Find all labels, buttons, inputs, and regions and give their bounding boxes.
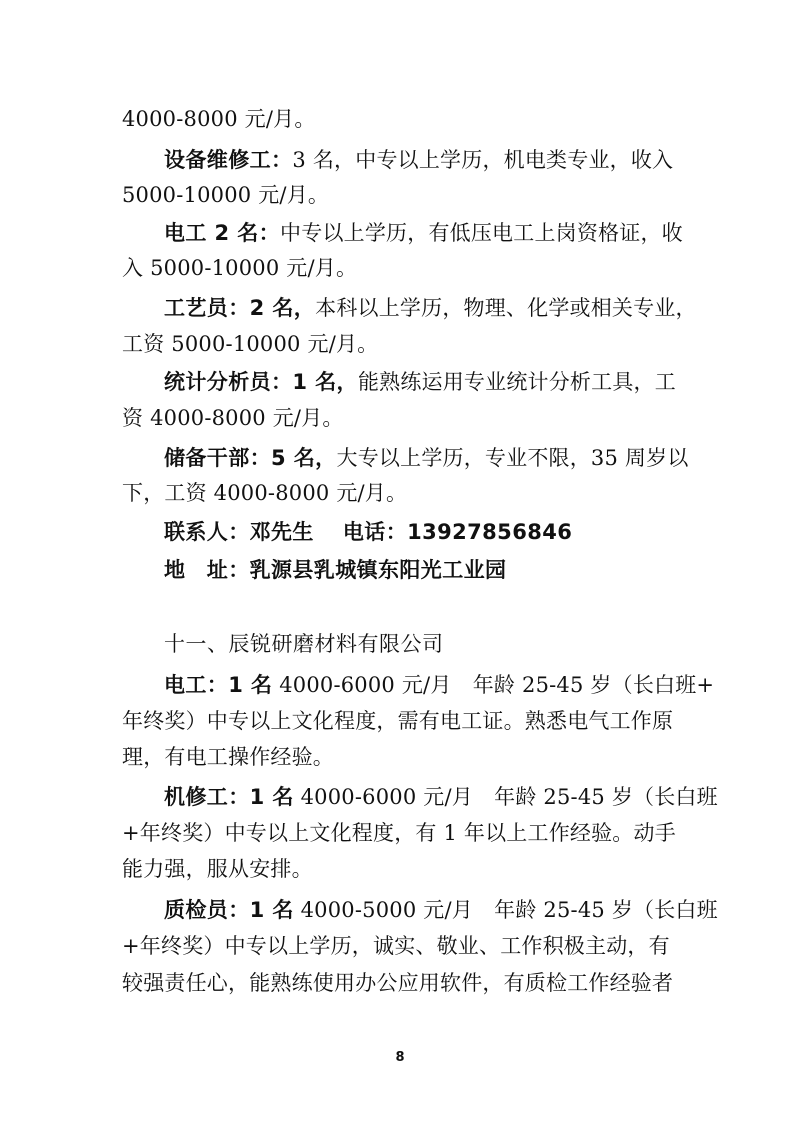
line-text: 4000-6000 元/月 年龄 25-45 岁（长白班	[293, 785, 718, 809]
line-text: 5000-10000 元/月。	[122, 183, 330, 207]
job-title: 电工 2 名：	[164, 221, 281, 245]
text-line	[122, 481, 682, 505]
text-line	[122, 857, 682, 881]
text-line	[164, 296, 697, 320]
text-line	[164, 898, 718, 922]
line-text: 工资 5000-10000 元/月。	[122, 332, 379, 356]
text-line	[122, 821, 682, 845]
line-text: 入 5000-10000 元/月。	[122, 256, 358, 280]
line-text: 能熟练运用专业统计分析工具，工	[357, 370, 676, 394]
line-text: 理，有电工操作经验。	[122, 745, 334, 769]
line-text: 资 4000-8000 元/月。	[122, 406, 344, 430]
page-number: 8	[395, 1050, 405, 1065]
text-line	[164, 673, 715, 697]
job-title: 质检员：1 名	[164, 898, 294, 922]
text-line	[122, 406, 682, 430]
line-text: 年终奖）中专以上文化程度，需有电工证。熟悉电气工作原	[122, 709, 674, 733]
text-line	[164, 148, 682, 172]
line-text: 4000-8000 元/月。	[122, 107, 316, 131]
text-line	[122, 709, 682, 733]
line-text: 能力强，服从安排。	[122, 857, 313, 881]
job-title: 统计分析员：1 名，	[164, 370, 358, 394]
line-text: 较强责任心，能熟练使用办公应用软件，有质检工作经验者	[122, 971, 674, 995]
text-line	[164, 221, 682, 245]
text-line	[164, 785, 718, 809]
line-text: 3 名，中专以上学历，机电类专业，收入	[292, 148, 674, 172]
text-line	[122, 971, 682, 995]
section-heading	[164, 632, 682, 656]
text-line	[122, 934, 682, 958]
text-line	[164, 446, 689, 470]
line-text: 本科以上学历，物理、化学或相关专业，	[315, 296, 697, 320]
contact-info: 联系人：邓先生 电话：13927856846	[164, 520, 573, 544]
job-title: 工艺员：2 名，	[164, 296, 316, 320]
line-text: 中专以上学历，有低压电工上岗资格证，收	[280, 221, 683, 245]
line-text: +年终奖）中专以上文化程度，有 1 年以上工作经验。动手	[122, 821, 676, 845]
job-title: 储备干部：5 名，	[164, 446, 337, 470]
text-line	[122, 256, 682, 280]
address-line	[164, 558, 682, 582]
line-text: 下，工资 4000-8000 元/月。	[122, 481, 408, 505]
line-text: 4000-5000 元/月 年龄 25-45 岁（长白班	[293, 898, 718, 922]
line-text: 大专以上学历，专业不限，35 周岁以	[336, 446, 689, 470]
line-text: 4000-6000 元/月 年龄 25-45 岁（长白班+	[272, 673, 715, 697]
job-title: 设备维修工：	[164, 148, 293, 172]
address-info: 地 址：乳源县乳城镇东阳光工业园	[164, 558, 507, 582]
company-name: 十一、辰锐研磨材料有限公司	[164, 632, 444, 656]
text-line	[164, 370, 682, 394]
text-line	[122, 183, 682, 207]
text-line	[122, 745, 682, 769]
text-line	[122, 332, 682, 356]
job-title: 电工：1 名	[164, 673, 273, 697]
contact-line	[164, 520, 682, 544]
job-title: 机修工：1 名	[164, 785, 294, 809]
line-text: +年终奖）中专以上学历，诚实、敬业、工作积极主动，有	[122, 934, 670, 958]
text-line	[122, 107, 682, 131]
